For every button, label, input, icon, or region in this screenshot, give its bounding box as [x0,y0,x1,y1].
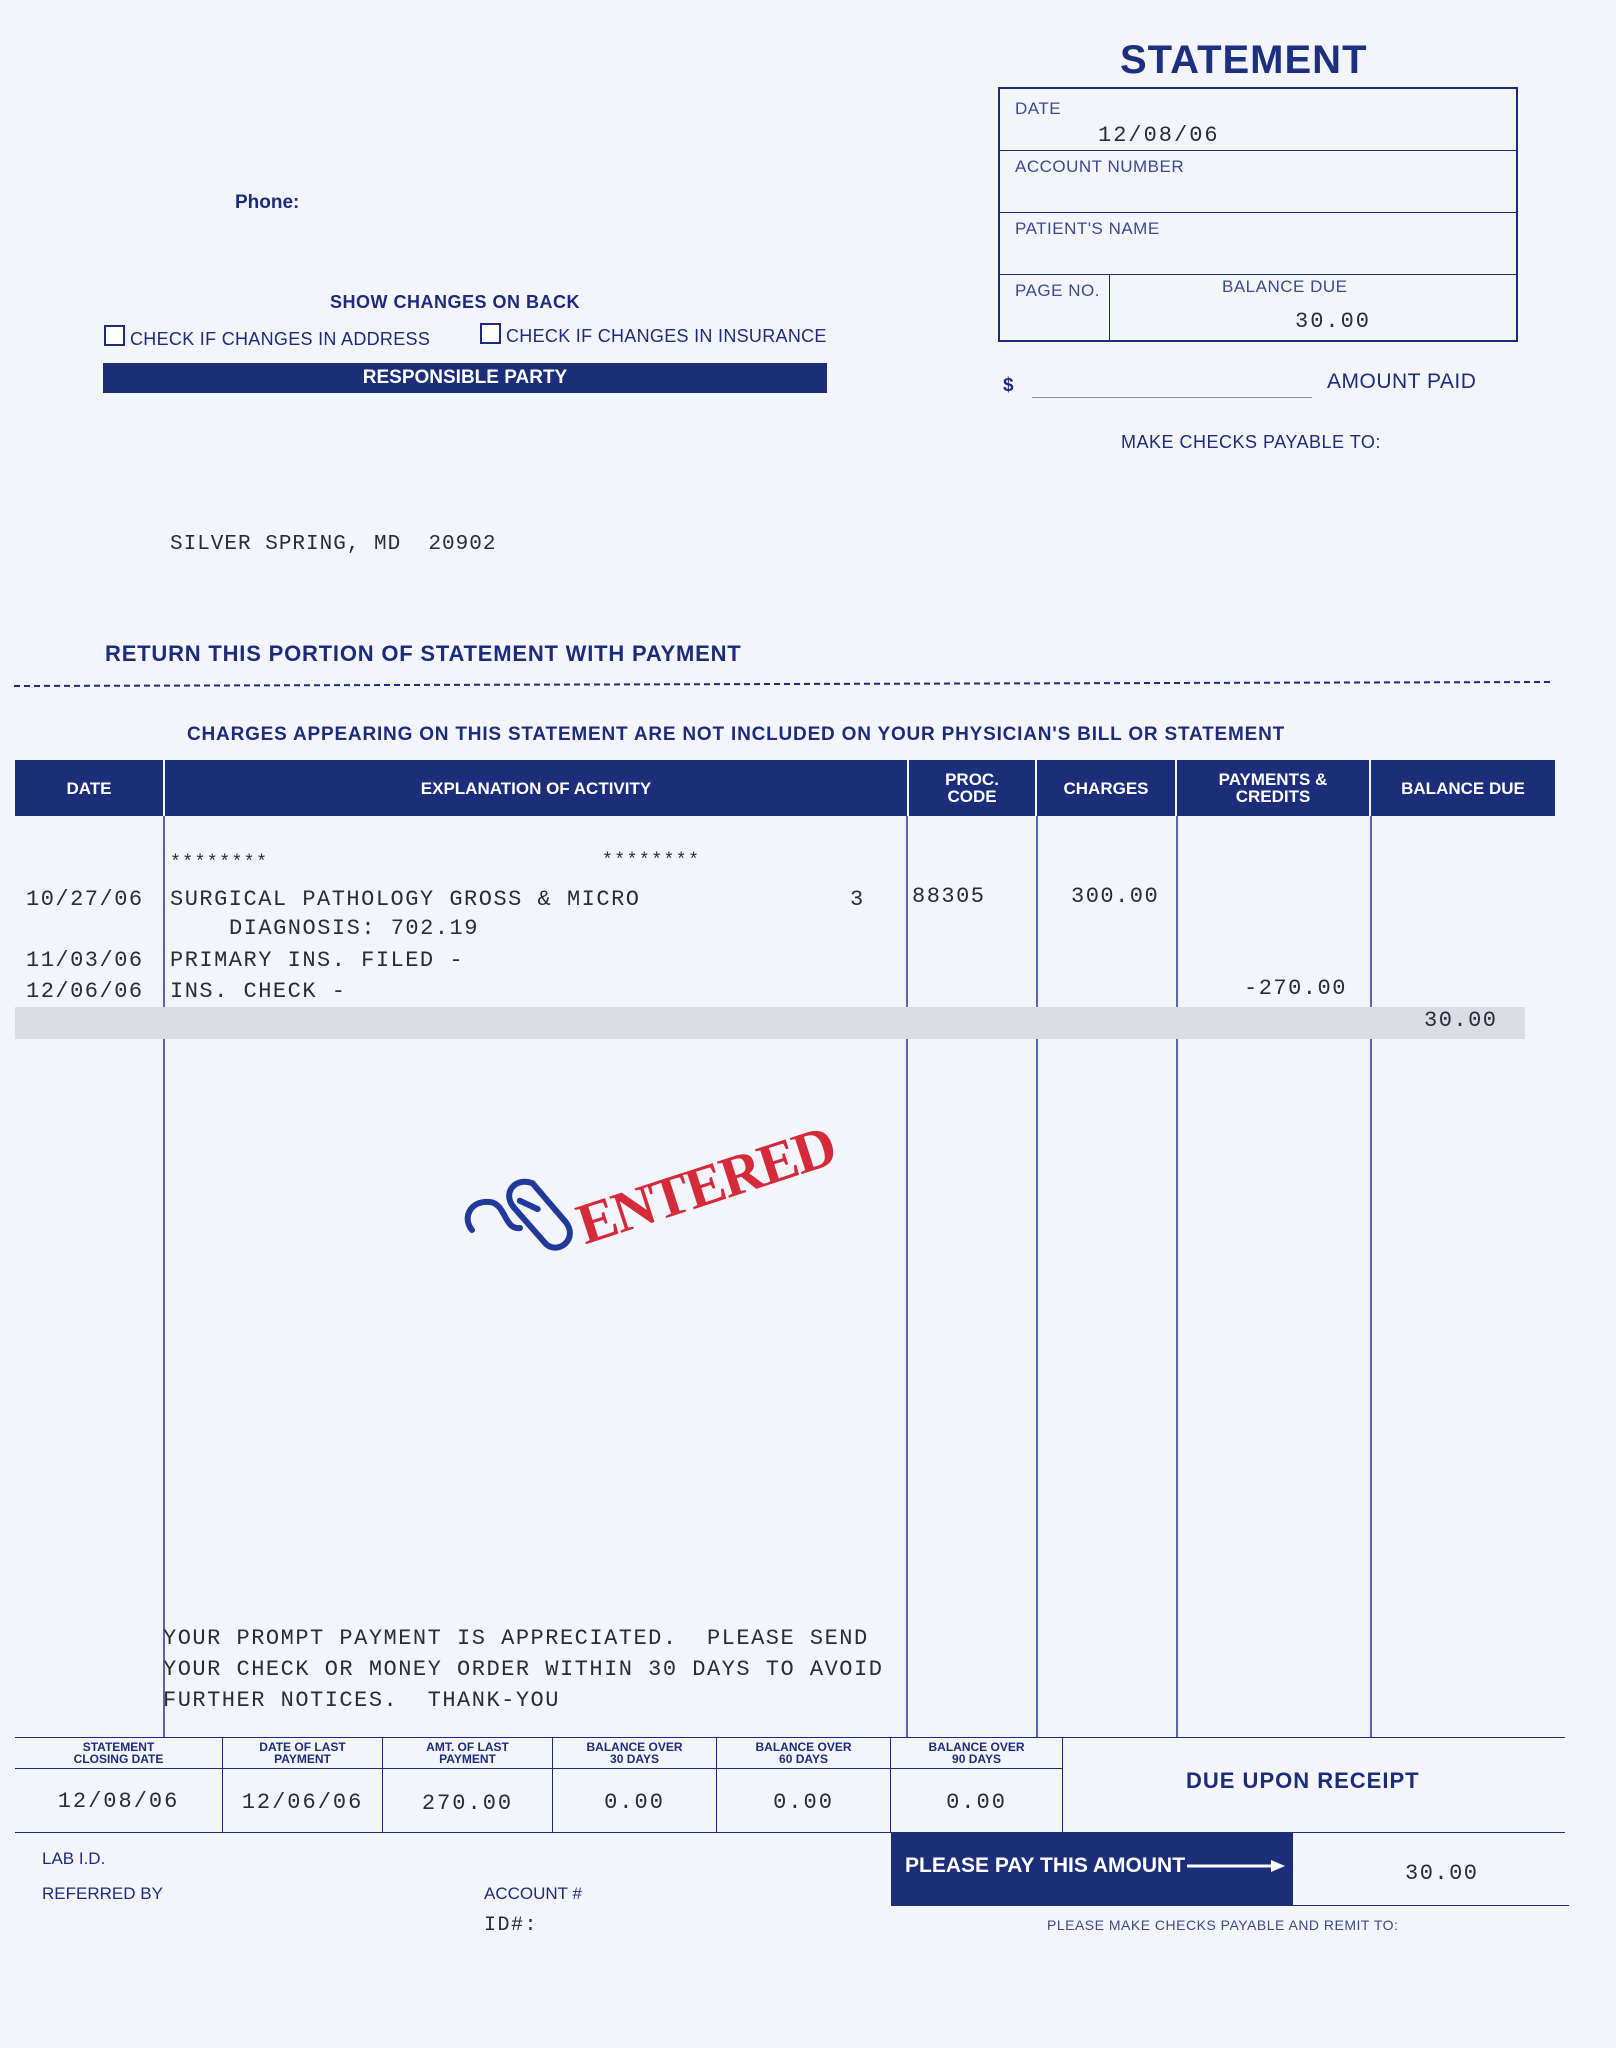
balance-over-30-header-line2: 30 DAYS [610,1752,659,1766]
balance-over-30-cell [553,1737,717,1833]
computer-mouse-icon [468,1172,574,1258]
closing-date-header-line1: STATEMENT [82,1740,155,1754]
responsible-party-bar: RESPONSIBLE PARTY [103,363,827,393]
stamp-text: ENTERED [568,1112,843,1257]
col-explanation: EXPLANATION OF ACTIVITY [420,778,652,798]
row-1-qty: 3 [850,887,865,912]
balance-over-90-header-line1: BALANCE OVER [928,1740,1025,1754]
last-payment-amount-header-line2: PAYMENT [439,1752,496,1766]
show-changes-label: SHOW CHANGES ON BACK [330,292,581,312]
balance-due-label: BALANCE DUE [1222,277,1348,296]
last-payment-date-header [223,1737,382,1769]
row-3-text: PRIMARY INS. FILED - [170,948,465,973]
balance-due-cell [1110,275,1516,342]
address-city-line: SILVER SPRING, MD 20902 [170,533,497,556]
balance-over-90-cell [891,1737,1063,1833]
row-1-code: 88305 [912,884,986,909]
col-date: DATE [66,778,112,798]
column-rule [1036,816,1038,1737]
amount-paid-field[interactable] [1032,397,1312,398]
col-balance-due: BALANCE DUE [1401,778,1525,798]
row-1-date: 10/27/06 [26,887,144,912]
date-value: 12/08/06 [1098,123,1220,148]
remit-note: PLEASE MAKE CHECKS PAYABLE AND REMIT TO: [1047,1917,1399,1933]
please-pay-label: PLEASE PAY THIS AMOUNT [905,1854,1186,1877]
account-number-row [1000,151,1516,213]
column-rule [1370,816,1372,1737]
balance-over-90-header [891,1737,1062,1769]
stars-left: ******** [170,853,269,873]
col-payments-line1: PAYMENTS & [1218,770,1328,789]
balance-over-30-header [553,1737,716,1769]
page-no-cell [1000,275,1110,342]
address-change-checkbox[interactable] [104,325,125,346]
balance-over-60-header-line2: 60 DAYS [779,1752,828,1766]
balance-over-90-header-line2: 90 DAYS [952,1752,1001,1766]
make-checks-payable-label: MAKE CHECKS PAYABLE TO: [1121,432,1381,452]
balance-over-90-value: 0.00 [946,1790,1007,1815]
column-rule [1176,816,1178,1737]
last-payment-date-cell [223,1737,383,1833]
col-charges: CHARGES [1063,778,1149,798]
row-3-date: 11/03/06 [26,948,144,973]
balance-over-30-value: 0.00 [604,1790,665,1815]
row-1-text: SURGICAL PATHOLOGY GROSS & MICRO [170,887,641,912]
message-line-1: YOUR PROMPT PAYMENT IS APPRECIATED. PLEASE SEND [163,1626,869,1651]
column-rule [906,816,908,1737]
balance-over-30-header-line1: BALANCE OVER [586,1740,683,1754]
balance-over-60-cell [717,1737,891,1833]
due-upon-receipt: DUE UPON RECEIPT [1186,1768,1420,1793]
last-payment-date-header-line2: PAYMENT [274,1752,331,1766]
col-payments-line2: CREDITS [1235,787,1311,806]
account-hash-label: ACCOUNT # [484,1884,582,1903]
dollar-sign: $ [1003,375,1014,396]
statement-title: STATEMENT [1120,38,1368,82]
arrow-right-icon [1187,1858,1287,1874]
column-rule [163,816,165,1737]
tear-off-line [14,681,1550,687]
balance-row-shade [15,1007,1525,1039]
row-1-charge: 300.00 [1071,884,1160,909]
col-proc-code-line2: CODE [947,787,997,806]
last-payment-amount-value: 270.00 [421,1791,514,1816]
phone-label: Phone: [235,192,300,213]
date-row [1000,89,1516,151]
account-number-label: ACCOUNT NUMBER [1015,157,1185,176]
last-payment-amount-header-line1: AMT. OF LAST [426,1740,509,1754]
message-line-3: FURTHER NOTICES. THANK-YOU [163,1688,560,1713]
footer-summary-table [15,1737,1065,1833]
balance-over-60-value: 0.00 [773,1790,834,1815]
pay-amount-box [1293,1832,1569,1906]
row-4-date: 12/06/06 [26,979,144,1004]
last-payment-amount-header [383,1737,552,1769]
patient-name-label: PATIENT'S NAME [1015,219,1160,238]
row-4-credit: -270.00 [1244,976,1347,1001]
lab-id-label: LAB I.D. [42,1849,106,1868]
col-payments [1177,760,1369,816]
closing-date-cell [15,1737,223,1833]
please-pay-box [891,1832,1293,1906]
statement-info-box [998,87,1518,342]
charges-note: CHARGES APPEARING ON THIS STATEMENT ARE NOT INCLUDED ON YOUR PHYSICIAN'S BILL OR STATEMENT [187,724,1285,745]
date-label: DATE [1015,99,1062,118]
amount-paid-label: AMOUNT PAID [1327,370,1477,393]
balance-over-60-header [717,1737,890,1769]
return-portion-heading: RETURN THIS PORTION OF STATEMENT WITH PAYMENT [105,641,742,666]
insurance-change-label: CHECK IF CHANGES IN INSURANCE [506,326,827,346]
stars-right: ******** [602,851,701,871]
closing-date-header-line2: CLOSING DATE [73,1752,164,1766]
referred-by-label: REFERRED BY [42,1884,163,1903]
row-4-text: INS. CHECK - [170,979,347,1004]
closing-date-header [15,1737,222,1769]
id-hash-label: ID#: [484,1914,539,1937]
patient-name-row [1000,213,1516,275]
closing-date-value: 12/08/06 [57,1789,180,1814]
message-line-2: YOUR CHECK OR MONEY ORDER WITHIN 30 DAYS TO AVOID [163,1657,884,1682]
col-proc-code-line1: PROC. [945,770,999,789]
address-change-label: CHECK IF CHANGES IN ADDRESS [130,329,431,349]
last-payment-date-value: 12/06/06 [241,1790,364,1815]
activity-table-header [15,760,1555,816]
entered-stamp [462,1090,843,1280]
last-payment-date-header-line1: DATE OF LAST [259,1740,346,1754]
pay-amount-value: 30.00 [1405,1861,1479,1886]
insurance-change-checkbox[interactable] [480,323,501,344]
last-payment-amount-cell [383,1737,553,1833]
running-balance: 30.00 [1424,1008,1498,1033]
balance-due-value: 30.00 [1295,309,1372,334]
balance-over-60-header-line1: BALANCE OVER [755,1740,852,1754]
page-no-label: PAGE NO. [1015,281,1100,300]
col-proc-code [909,760,1035,816]
row-2-text: DIAGNOSIS: 702.19 [229,916,479,941]
